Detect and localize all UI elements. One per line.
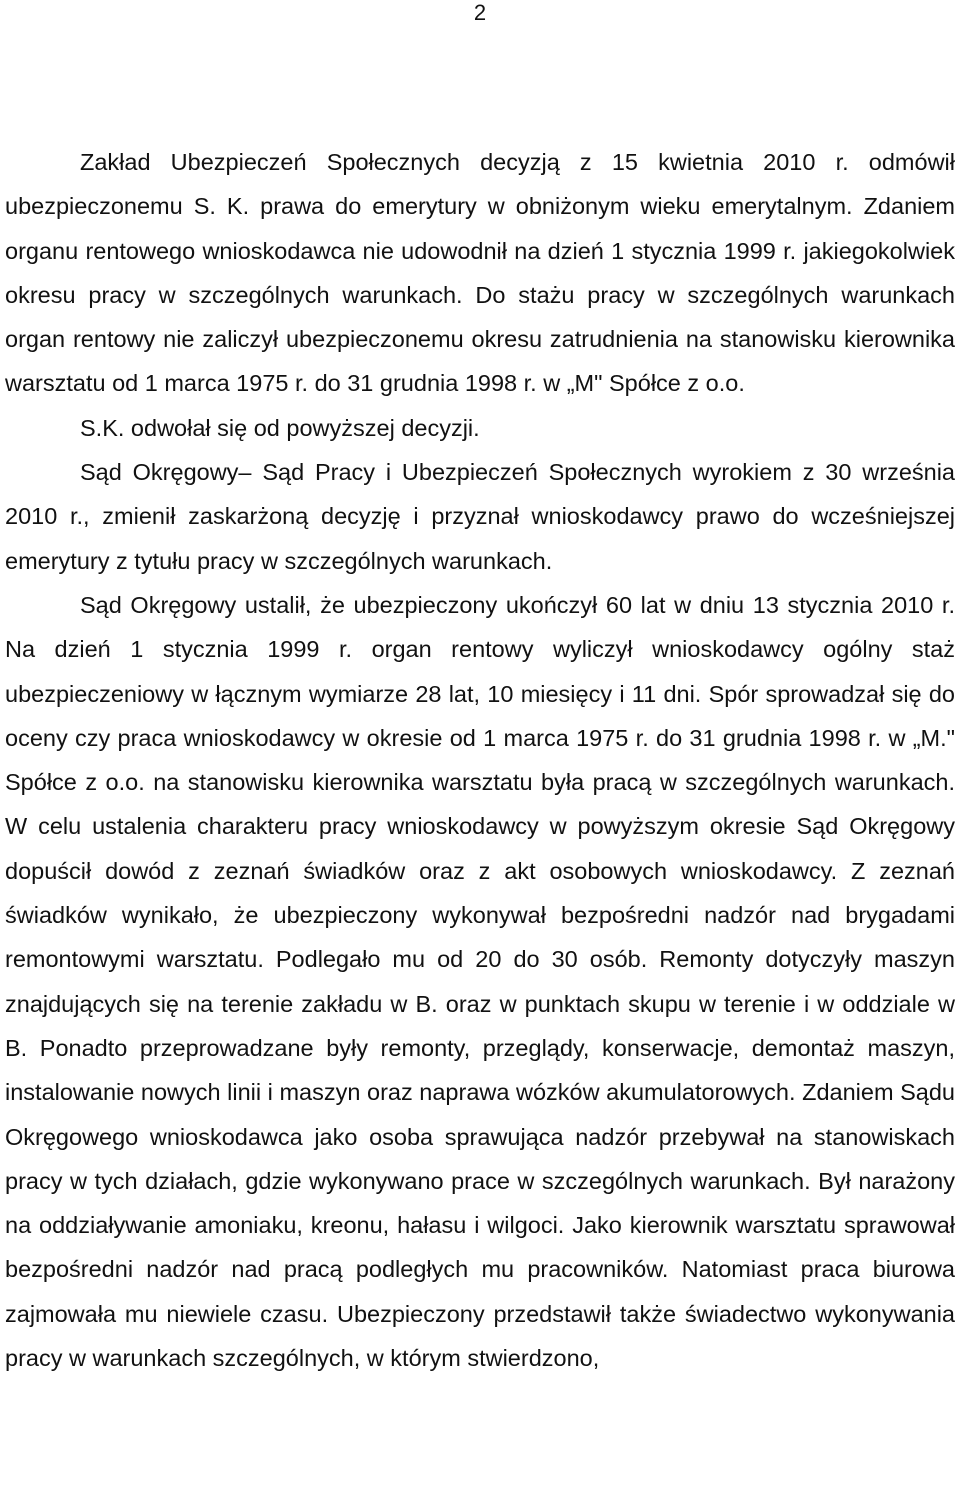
paragraph-decision: Zakład Ubezpieczeń Społecznych decyzją z 15 kwietnia 2010 r. odmówił ubezpieczonemu S. K. prawa do emerytury w obniżonym wieku emerytalnym. Zdaniem organu rentowego wnioskodawca nie udowodnił na dzień 1 stycznia 1999 r. jakiegokolwiek okresu pracy w szczególnych warunkach. Do stażu pracy w szczególnych warunkach organ rentowy nie zaliczył ubezpieczonemu okresu zatrudnienia na stanowisku kierownika warsztatu od 1 marca 1975 r. do 31 grudnia 1998 r. w „M" Spółce z o.o. [5, 149, 955, 397]
document-body [5, 140, 955, 1380]
page-number: 2 [473, 0, 487, 25]
paragraph-appeal: S.K. odwołał się od powyższej decyzji. [80, 414, 480, 441]
paragraph-findings: Sąd Okręgowy ustalił, że ubezpieczony ukończył 60 lat w dniu 13 stycznia 2010 r. Na dzień 1 stycznia 1999 r. organ rentowy wyliczył wnioskodawcy ogólny staż ubezpieczeniowy w łącznym wymiarze 28 lat, 10 miesięcy i 11 dni. Spór sprowadzał się do oceny czy praca wnioskodawcy w okresie od 1 marca 1975 r. do 31 grudnia 1998 r. w „M." Spółce z o.o. na stanowisku kierownika warsztatu była pracą w szczególnych warunkach. W celu ustalenia charakteru pracy wnioskodawcy w powyższym okresie Sąd Okręgowy dopuścił dowód z zeznań świadków oraz z akt osobowych wnioskodawcy. Z zeznań świadków wynikało, że ubezpieczony wykonywał bezpośredni nadzór nad brygadami remontowymi warsztatu. Podlegało mu od 20 do 30 osób. Remonty dotyczyły maszyn znajdujących się na terenie zakładu w B. oraz w punktach skupu w terenie i w oddziale w B. Ponadto przeprowadzane były remonty, przeglądy, konserwacje, demontaż maszyn, instalowanie nowych linii i maszyn oraz naprawa wózków akumulatorowych. Zdaniem Sądu Okręgowego wnioskodawca jako osoba sprawująca nadzór przebywał na stanowiskach pracy w tych działach, gdzie wykonywano prace w szczególnych warunkach. Był narażony na oddziaływanie amoniaku, kreonu, hałasu i wilgoci. Jako kierownik warsztatu sprawował bezpośredni nadzór nad pracą podległych mu pracowników. Natomiast praca biurowa zajmowała mu niewiele czasu. Ubezpieczony przedstawił także świadectwo wykonywania pracy w warunkach szczególnych, w którym stwierdzono, [5, 591, 955, 1372]
paragraph-judgment: Sąd Okręgowy– Sąd Pracy i Ubezpieczeń Społecznych wyrokiem z 30 września 2010 r., zmienił zaskarżoną decyzję i przyznał wnioskodawcy prawo do wcześniejszej emerytury z tytułu pracy w szczególnych warunkach. [5, 459, 955, 574]
